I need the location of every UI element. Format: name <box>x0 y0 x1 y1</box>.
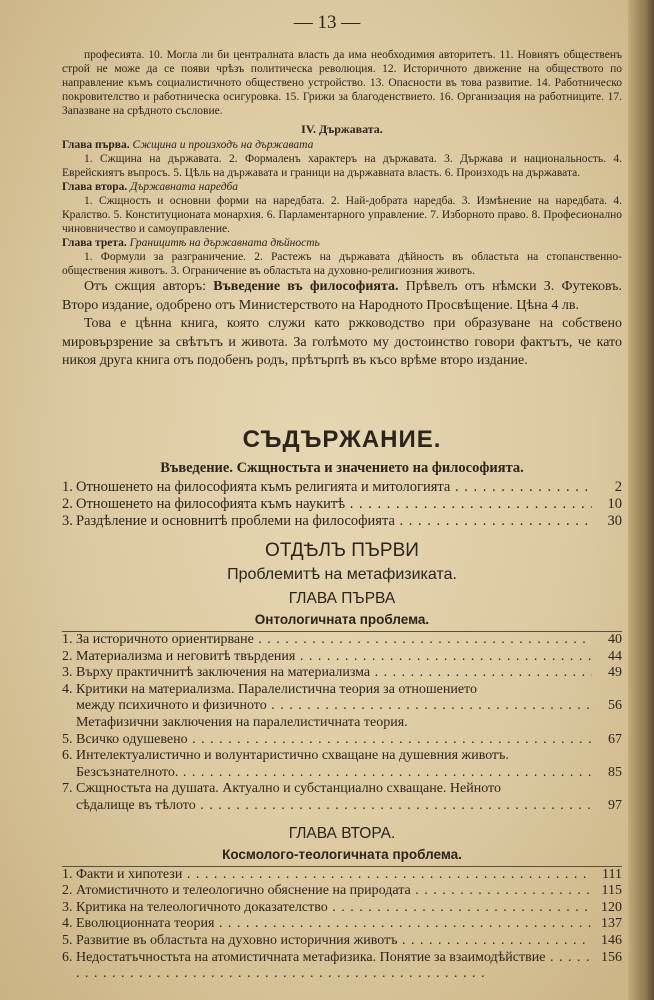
toc-row <box>62 900 622 917</box>
toc-text: Факти и хипотези . . . <box>76 867 592 884</box>
toc-row <box>62 715 622 732</box>
chapter-label: Глава втора. <box>62 181 128 193</box>
toc-row <box>62 513 622 530</box>
chapter-label: Глава първа. <box>62 139 130 151</box>
toc-page: 146 <box>601 932 622 948</box>
toc-row <box>62 698 622 715</box>
toc-text: Всичко одушевено . . . <box>76 732 592 749</box>
toc-text: Интелектуалистично и волунтаристично схващане на душевния животъ. <box>76 748 509 764</box>
toc-page: 56 <box>608 698 622 714</box>
section-title: IV. Държавата. <box>301 122 383 136</box>
toc-row <box>62 933 622 950</box>
toc-page: 10 <box>607 496 622 512</box>
toc-row <box>62 798 622 815</box>
toc-row <box>62 916 622 933</box>
toc-row <box>62 496 622 513</box>
chapter-body: 1. Сжщина на държавата. 2. Формаленъ характеръ на държавата. 3. Държава и национальность. 4. Еврейскиятъ въпросъ. 5. Цѣль на държавата и граници на държавната власть. 6. Произходъ на държавата. <box>62 153 622 179</box>
toc-row <box>62 765 622 782</box>
contents-title: СЪДЪРЖАНИЕ. <box>242 426 442 453</box>
toc-page: 40 <box>608 632 622 647</box>
toc-number: 6. <box>62 949 73 965</box>
chapter2-title: Космолого-теологичната проблема. <box>222 846 462 862</box>
toc-page: 67 <box>608 731 622 747</box>
toc-text: Критики на материализма. Паралелистична теория за отношението <box>76 681 477 697</box>
toc-number: 2. <box>62 496 73 512</box>
toc-row <box>62 479 622 496</box>
notice-paragraph: Това е цѣнна книга, която служи като ржководство при образуване на собствено мировързрение за свѣтътъ и живота. За голѣмото му достоинство говори фактътъ, че като никоя друга книга отъ подобенъ родъ, прѣтърпѣ въ късо врѣме второ издание. <box>62 316 622 368</box>
top-paragraph-block <box>62 48 622 278</box>
toc-text: Безсъзнателното. . . . <box>76 765 592 782</box>
toc-number: 3. <box>62 513 73 529</box>
chapter-body: 1. Сжщность и основни форми на наредбата. 2. Най-добрата наредба. 3. Измѣнение на наредбата. 4. Кралство. 5. Конституционата монархия. 6. Парламентарного управление. 7. Изборното право. 8. Професионално чиновничество и самоуправление. <box>62 195 622 235</box>
chapter-heading: Границитѣ на държавната дѣйность <box>129 237 320 249</box>
toc-number: 4. <box>62 916 73 932</box>
toc-text: Развитие въ областьта на духовно историчния животъ . . . <box>76 933 592 950</box>
toc-page: 115 <box>601 883 622 899</box>
toc-page: 85 <box>608 764 622 780</box>
toc-page: 2 <box>614 479 622 495</box>
toc-row <box>62 649 622 666</box>
notice-lead: Отъ сжщия авторъ: <box>84 279 207 294</box>
toc-page: 30 <box>607 513 622 529</box>
toc-number: 1. <box>62 632 73 647</box>
intro-heading: Въведение. Сжщностьта и значението на философията. <box>160 460 524 476</box>
toc-text: Раздѣление и основнитѣ проблеми на философията . . . <box>76 513 592 530</box>
chapter-entry <box>62 180 622 194</box>
chapter-body: 1. Формули за разграничение. 2. Растежъ на държавата дѣйность въ областьта на стопанственно-обществения животъ. 3. Ограничение въ областьта на духовно-религиозния животъ. <box>62 251 622 277</box>
toc-page: 120 <box>601 899 622 915</box>
toc-page: 44 <box>608 648 622 664</box>
toc-text: сѣдалище въ тѣлото . . . <box>76 798 592 815</box>
toc-page: 111 <box>602 866 622 882</box>
toc-row <box>62 682 622 699</box>
toc-number: 3. <box>62 899 73 915</box>
toc-number: 1. <box>62 479 73 495</box>
toc-number: 7. <box>62 781 73 797</box>
part-title: ОТДѢЛЪ ПЪРВИ <box>265 540 419 561</box>
chapter2-list <box>62 866 622 983</box>
chapter1-title: Онтологичната проблема. <box>254 612 430 627</box>
chapter2-label: ГЛАВА ВТОРА. <box>288 824 396 842</box>
toc-row <box>62 781 622 798</box>
top-paragraph: професията. 10. Могла ли би централната власть да има необходимия авторитетъ. 11. Новиятъ общественъ строй не може да се появи чрѣзъ политическа революция. 12. Историчното движение на обществото по направление къмъ социалистичното обществено устройство. 13. Опасности въ това развитие. 14. Работническо покровителство и работническа осигуровка. 15. Грижи за благоденствието. 16. Организация на работниците. 17. Запазване на срѣдното съсловие. <box>62 49 622 117</box>
toc-row <box>62 883 622 900</box>
toc-page: 137 <box>601 916 622 932</box>
chapter1-list <box>62 631 622 815</box>
book-spine-shadow <box>628 0 654 1000</box>
toc-text: Недостатъчностьта на атомистичната метафизика. Понятие за взаимодѣйствие . . . <box>76 950 592 983</box>
toc-text: Критика на телеологичното доказателство . . . <box>76 900 592 917</box>
chapter-label: Глава трета. <box>62 237 127 249</box>
contents <box>62 426 622 983</box>
toc-number: 4. <box>62 681 73 697</box>
toc-number: 2. <box>62 648 73 664</box>
toc-number: 1. <box>62 866 73 882</box>
toc-text: Еволюционната теория . . . <box>76 916 592 933</box>
toc-text: Атомистичното и телеологично обяснение на природата . . . <box>76 883 592 900</box>
toc-number: 6. <box>62 748 73 764</box>
toc-row <box>62 867 622 884</box>
toc-page: 49 <box>608 665 622 681</box>
toc-text: Метафизични заключения на паралелистичната теория. <box>76 714 408 730</box>
toc-row <box>62 950 622 983</box>
toc-number: 5. <box>62 731 73 747</box>
toc-row <box>62 632 622 649</box>
toc-text: За историчното ориентирване . . . <box>76 632 592 649</box>
toc-row <box>62 665 622 682</box>
page-number: — 13 — <box>293 12 361 33</box>
toc-text: Материализма и неговитѣ твърдения . . . <box>76 649 592 666</box>
notice-book-title: Въведение въ философията. <box>213 279 399 294</box>
book-notice <box>62 278 622 371</box>
chapter-entry <box>62 138 622 152</box>
toc-page: 156 <box>601 949 622 965</box>
toc-text: Върху практичнитѣ заключения на материализма . . . <box>76 665 592 682</box>
intro-list <box>62 479 622 530</box>
chapter-heading: Държавната наредба <box>130 181 239 193</box>
toc-page: 97 <box>608 797 622 813</box>
toc-number: 3. <box>62 665 73 681</box>
notice-text: Прѣвелъ отъ нѣмски З. Футековъ. Второ издание, одобрено отъ Министерството на Народното Просвѣщение. Цѣна 4 лв. <box>62 279 623 313</box>
toc-text: Сжщностьта на душата. Актуално и субстанциално схващане. Нейното <box>76 781 501 797</box>
toc-text: Отношенето на философията къмъ наукитѣ . . . <box>76 496 592 513</box>
toc-text: между психичното и физичното . . . <box>76 698 592 715</box>
toc-row <box>62 748 622 765</box>
part-subtitle: Проблемитѣ на метафизиката. <box>227 566 457 583</box>
toc-number: 5. <box>62 932 73 948</box>
toc-number: 2. <box>62 883 73 899</box>
toc-text: Отношенето на философията къмъ религията и митологията . . . <box>76 479 592 496</box>
toc-row <box>62 732 622 749</box>
chapter1-label: ГЛАВА ПЪРВА <box>288 590 396 607</box>
chapter-entry <box>62 236 622 250</box>
chapter-heading: Сжщина и произходъ на държавата <box>132 139 314 151</box>
